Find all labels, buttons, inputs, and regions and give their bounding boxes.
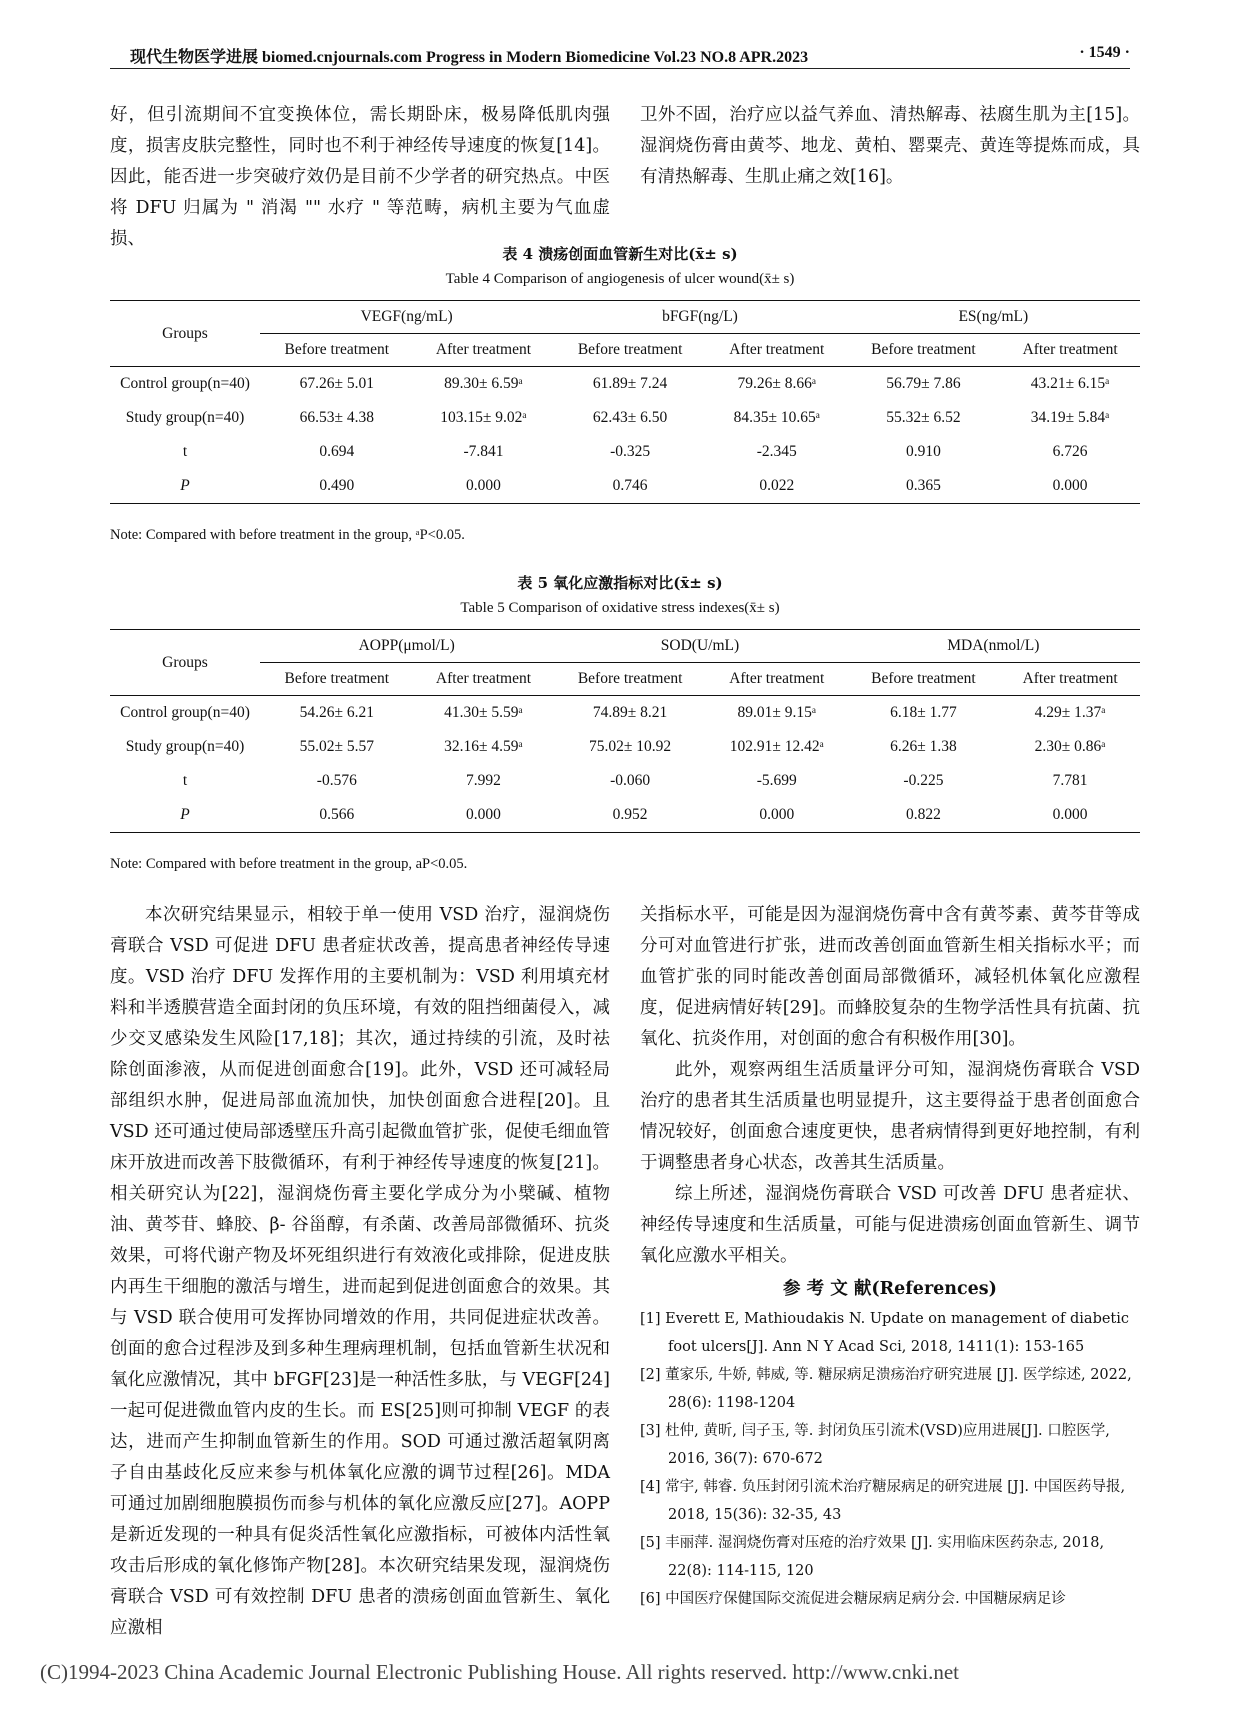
cell: 0.746 (553, 469, 707, 504)
sub-header: After treatment (1000, 663, 1140, 696)
sub-header: After treatment (707, 334, 847, 367)
cell: 0.910 (905, 443, 941, 460)
cell: 75.02± 10.92 (589, 738, 672, 755)
cell: 61.89± 7.24 (592, 375, 668, 392)
row-label: P (110, 798, 260, 833)
cell: 6.26± 1.38 (890, 738, 957, 755)
cell: 84.35± 10.65ᵃ (733, 409, 820, 426)
top-right-column (640, 100, 1140, 193)
groups-header: Groups (110, 301, 260, 367)
table4 (110, 300, 1140, 504)
cell: -5.699 (756, 772, 797, 789)
cell: 0.490 (260, 469, 414, 504)
reference-item: [4] 常宇, 韩睿. 负压封闭引流术治疗糖尿病足的研究进展 [J]. 中国医药导报, 2018, 15(36): 32-35, 43 (640, 1479, 1126, 1523)
table-row (110, 696, 1140, 731)
references-title: 参 考 文 献(References) (783, 1279, 997, 1299)
table5-caption-en: Table 5 Comparison of oxidative stress indexes(x̄± s) (460, 600, 780, 616)
cell: 0.694 (319, 443, 355, 460)
metric-header: AOPP(μmol/L) (260, 630, 553, 663)
cell: 103.15± 9.02ᵃ (440, 409, 527, 426)
cell: 55.32± 6.52 (886, 409, 961, 426)
table4-note: Note: Compared with before treatment in the group, ᵃP<0.05. (110, 527, 465, 543)
cell: 7.992 (466, 772, 501, 789)
cell: 41.30± 5.59ᵃ (444, 704, 523, 721)
cell: 89.30± 6.59ᵃ (444, 375, 523, 392)
cell: 55.02± 5.57 (299, 738, 374, 755)
cell: 62.43± 6.50 (592, 409, 668, 426)
table-row (110, 469, 1140, 504)
journal-header: 现代生物医学进展 biomed.cnjournals.com Progress in Modern Biomedicine Vol.23 NO.8 APR.2023 (130, 49, 809, 66)
table4-caption-zh: 表 4 溃疡创面血管新生对比(x̄± s) (502, 245, 738, 263)
cell: 67.26± 5.01 (299, 375, 374, 392)
table5 (110, 629, 1140, 833)
cell: 0.000 (1000, 469, 1140, 504)
metric-header: VEGF(ng/mL) (260, 301, 553, 334)
paragraph: 本次研究结果显示，相较于单一使用 VSD 治疗，湿润烧伤膏联合 VSD 可促进 DFU 患者症状改善，提高患者神经传导速度。VSD 治疗 DFU 发挥作用的主要机制为：VSD 利用填充材料和半透膜营造全面封闭的负压环境，有效的阻挡细菌侵入，减少交叉感染发生风险[17,18]；其次，通过持续的引流，及时祛除创面渗液，从而促进创面愈合[19]。此外，VSD 还可减轻局部组织水肿，促进局部血流加快，加快创面愈合进程[20]。且 VSD 还可通过使局部透壁压升高引起微血管扩张，促使毛细血管床开放进而改善下肢微循环，有利于神经传导速度的恢复[21]。相关研究认为[22]，湿润烧伤膏主要化学成分为小檗碱、植物油、黄芩苷、蜂胶、β- 谷甾醇，有杀菌、改善局部微循环、抗炎效果，可将代谢产物及坏死组织进行有效液化或排除，促进皮肤内再生干细胞的激活与增生，进而起到促进创面愈合的效果。其与 VSD 联合使用可发挥协同增效的作用，共同促进症状改善。创面的愈合过程涉及到多种生理病理机制，包括血管新生状况和氧化应激情况，其中 bFGF[23]是一种活性多肽，与 VEGF[24]一起可促进微血管内皮的生长。而 ES[25]则可抑制 VEGF 的表达，进而产生抑制血管新生的作用。SOD 可通过激活超氧阴离子自由基歧化反应来参与机体氧化应激的调节过程[26]。MDA 可通过加剧细胞膜损伤而参与机体的氧化应激反应[27]。AOPP 是新近发现的一种具有促炎活性氧化应激指标，可被体内活性氧攻击后形成的氧化修饰产物[28]。本次研究结果发现，湿润烧伤膏联合 VSD 可有效控制 DFU 患者的溃疡创面血管新生、氧化应激相 (110, 905, 610, 1638)
sub-header: Before treatment (553, 334, 707, 367)
metric-header: ES(ng/mL) (847, 301, 1140, 334)
sub-header: After treatment (414, 663, 554, 696)
copyright-footer: (C)1994-2023 China Academic Journal Electronic Publishing House. All rights reserved. http://www.cnki.net (40, 1660, 959, 1684)
row-label: Control group(n=40) (120, 704, 250, 721)
table-row (110, 764, 1140, 798)
top-left-column (110, 100, 610, 255)
cell: -0.060 (610, 772, 651, 789)
cell: 7.781 (1052, 772, 1088, 789)
paragraph: 好，但引流期间不宜变换体位，需长期卧床，极易降低肌肉强度，损害皮肤完整性，同时也不利于神经传导速度的恢复[14]。因此，能否进一步突破疗效仍是目前不少学者的研究热点。中医将 DFU 归属为 " 消渴 "" 水疗 " 等范畴，病机主要为气血虚损、 (110, 105, 610, 249)
metric-header: bFGF(ng/L) (553, 301, 846, 334)
table5-note: Note: Compared with before treatment in the group, aP<0.05. (110, 856, 468, 872)
cell: -0.576 (316, 772, 357, 789)
reference-item: [2] 董家乐, 牛娇, 韩威, 等. 糖尿病足溃疡治疗研究进展 [J]. 医学综述, 2022, 28(6): 1198-1204 (640, 1367, 1132, 1411)
table-row (110, 367, 1140, 402)
reference-item: [3] 杜仲, 黄昕, 闫子玉, 等. 封闭负压引流术(VSD)应用进展[J]. 口腔医学, 2016, 36(7): 670-672 (640, 1423, 1110, 1467)
cell: 6.726 (1052, 443, 1088, 460)
page-number: · 1549 · (1079, 44, 1130, 61)
cell: 54.26± 6.21 (299, 704, 374, 721)
bottom-left-column (110, 900, 610, 1644)
table-row (110, 730, 1140, 764)
table-row (110, 798, 1140, 833)
sub-header: After treatment (707, 663, 847, 696)
cell: 89.01± 9.15ᵃ (737, 704, 817, 721)
cell: 102.91± 12.42ᵃ (729, 738, 824, 755)
metric-header: SOD(U/mL) (553, 630, 846, 663)
cell: 43.21± 6.15ᵃ (1030, 375, 1110, 392)
row-label: Study group(n=40) (125, 738, 245, 755)
cell: 0.000 (414, 798, 554, 833)
groups-header: Groups (110, 630, 260, 696)
reference-item: [6] 中国医疗保健国际交流促进会糖尿病足病分会. 中国糖尿病足诊 (640, 1591, 1066, 1607)
cell: 79.26± 8.66ᵃ (737, 375, 817, 392)
cell: 0.822 (847, 798, 1001, 833)
row-label: P (110, 469, 260, 504)
cell: 0.022 (707, 469, 847, 504)
reference-item: [1] Everett E, Mathioudakis N. Update on management of diabetic foot ulcers[J]. Ann N Y Acad Sci, 2018, 1411(1): 153-165 (640, 1311, 1130, 1355)
cell: 6.18± 1.77 (890, 704, 957, 721)
paragraph: 关指标水平，可能是因为湿润烧伤膏中含有黄芩素、黄芩苷等成分可对血管进行扩张，进而改善创面血管新生相关指标水平；而血管扩张的同时能改善创面局部微循环，减轻机体氧化应激程度，促进病情好转[29]。而蜂胶复杂的生物学活性具有抗菌、抗氧化、抗炎作用，对创面的愈合有积极作用[30]。 (640, 905, 1140, 1049)
table5-caption-zh: 表 5 氧化应激指标对比(x̄± s) (517, 574, 723, 592)
row-label: Study group(n=40) (125, 409, 245, 426)
row-label: t (182, 772, 188, 789)
cell: 56.79± 7.86 (886, 375, 961, 392)
cell: 0.952 (553, 798, 707, 833)
cell: 2.30± 0.86ᵃ (1034, 738, 1106, 755)
table-row (110, 435, 1140, 469)
row-label: t (182, 443, 188, 460)
running-header (110, 40, 1130, 69)
cell: 0.000 (707, 798, 847, 833)
sub-header: Before treatment (847, 334, 1001, 367)
sub-header: After treatment (414, 334, 554, 367)
cell: 34.19± 5.84ᵃ (1030, 409, 1110, 426)
sub-header: Before treatment (847, 663, 1001, 696)
paragraph: 卫外不固，治疗应以益气养血、清热解毒、祛腐生肌为主[15]。湿润烧伤膏由黄芩、地龙、黄柏、罂粟壳、黄连等提炼而成，具有清热解毒、生肌止痛之效[16]。 (640, 105, 1140, 187)
reference-item: [5] 丰丽萍. 湿润烧伤膏对压疮的治疗效果 [J]. 实用临床医药杂志, 2018, 22(8): 114-115, 120 (640, 1535, 1105, 1579)
cell: 74.89± 8.21 (592, 704, 668, 721)
cell: 66.53± 4.38 (299, 409, 374, 426)
sub-header: Before treatment (260, 663, 414, 696)
bottom-right-column (640, 900, 1140, 1613)
metric-header: MDA(nmol/L) (847, 630, 1140, 663)
sub-header: After treatment (1000, 334, 1140, 367)
cell: 4.29± 1.37ᵃ (1034, 704, 1106, 721)
row-label: Control group(n=40) (120, 375, 250, 392)
paragraph: 此外，观察两组生活质量评分可知，湿润烧伤膏联合 VSD 治疗的患者其生活质量也明显提升，这主要得益于患者创面愈合情况较好，创面愈合速度更快，患者病情得到更好地控制，有利于调整患者身心状态，改善其生活质量。 (640, 1060, 1140, 1173)
reference-list (640, 1305, 1140, 1613)
sub-header: Before treatment (260, 334, 414, 367)
cell: 0.365 (847, 469, 1001, 504)
sub-header: Before treatment (553, 663, 707, 696)
cell: 0.000 (1000, 798, 1140, 833)
cell: -7.841 (463, 443, 504, 460)
cell: 0.000 (414, 469, 554, 504)
table-row (110, 401, 1140, 435)
cell: 32.16± 4.59ᵃ (444, 738, 523, 755)
cell: 0.566 (260, 798, 414, 833)
cell: -0.225 (903, 772, 944, 789)
table4-caption-en: Table 4 Comparison of angiogenesis of ulcer wound(x̄± s) (445, 271, 795, 287)
cell: -2.345 (756, 443, 797, 460)
cell: -0.325 (610, 443, 651, 460)
paragraph: 综上所述，湿润烧伤膏联合 VSD 可改善 DFU 患者症状、神经传导速度和生活质量，可能与促进溃疡创面血管新生、调节氧化应激水平相关。 (640, 1184, 1140, 1266)
